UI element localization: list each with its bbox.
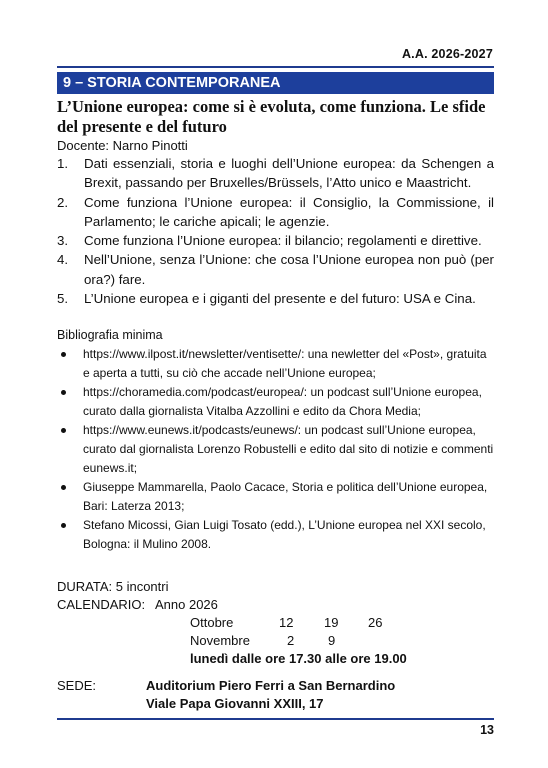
bibliography-item bbox=[57, 345, 494, 382]
bibliography-item bbox=[57, 516, 494, 553]
topic-text: Come funziona l’Unione europea: il bilancio; regolamenti e direttive. bbox=[84, 233, 482, 249]
bibliography-text: Stefano Micossi, Gian Luigi Tosato (edd.), L’Unione europea nel XXI secolo, Bologna: il Mulino 2008. bbox=[83, 518, 486, 551]
topic-text: Dati essenziali, storia e luoghi dell’Unione europea: da Schengen a Brexit, passando per Bruxelles/Brüssels, l’Atto unico e Maastricht. bbox=[84, 156, 494, 191]
bullet-icon bbox=[61, 485, 66, 490]
bottom-divider bbox=[57, 718, 494, 720]
calendar-month: Ottobre bbox=[190, 615, 234, 630]
bibliography-item bbox=[57, 383, 494, 420]
venue-label: SEDE: bbox=[57, 678, 97, 693]
topic-text: Come funziona l’Unione europea: il Consiglio, la Commissione, il Parlamento; le cariche apicali; le agenzie. bbox=[84, 194, 494, 229]
topic-item bbox=[57, 154, 494, 193]
venue-name: Auditorium Piero Ferri a San Bernardino bbox=[146, 678, 396, 693]
topic-number: 3. bbox=[57, 233, 69, 249]
topic-item bbox=[57, 193, 494, 232]
bibliography-list bbox=[57, 345, 494, 555]
bibliography-text: https://www.ilpost.it/newsletter/ventisette/: una newletter del «Post», gratuita e aperta a tutti, su ciò che accade nell’Unione europea; bbox=[83, 347, 487, 380]
teacher-line: Docente: Narno Pinotti bbox=[57, 138, 188, 153]
bibliography-item bbox=[57, 421, 494, 477]
calendar-day: 26 bbox=[368, 615, 383, 630]
topic-list bbox=[57, 154, 494, 308]
bullet-icon bbox=[61, 428, 66, 433]
calendar-month: Novembre bbox=[190, 633, 250, 648]
topic-number: 1. bbox=[57, 156, 69, 171]
bullet-icon bbox=[61, 390, 66, 395]
bullet-icon bbox=[61, 352, 66, 357]
venue-address: Viale Papa Giovanni XXIII, 17 bbox=[146, 696, 324, 711]
topic-item bbox=[57, 231, 494, 250]
topic-text: L’Unione europea e i giganti del presente e del futuro: USA e Cina. bbox=[84, 291, 476, 307]
bibliography-text: https://www.eunews.it/podcasts/eunews/: un podcast sull’Unione europea, curato dal giornalista Lorenzo Robustelli e edito dal sito di notizie e commenti eunews.it; bbox=[83, 423, 494, 475]
academic-year: A.A. 2026-2027 bbox=[401, 47, 493, 61]
topic-item bbox=[57, 250, 494, 289]
top-divider bbox=[57, 66, 494, 68]
topic-number: 5. bbox=[57, 291, 69, 307]
calendar-day: 19 bbox=[324, 615, 339, 630]
course-heading: 9 – STORIA CONTEMPORANEA bbox=[57, 72, 494, 94]
page-number: 13 bbox=[480, 723, 494, 737]
bibliography-text: Giuseppe Mammarella, Paolo Cacace, Storia e politica dell’Unione europea, Bari: Laterza 2013; bbox=[83, 480, 488, 513]
bibliography-item bbox=[57, 478, 494, 515]
bibliography-text: https://choramedia.com/podcast/europea/: un podcast sull’Unione europea, curato dalla giornalista Vitalba Azzollini e edito da Chora Media; bbox=[83, 385, 482, 418]
topic-item bbox=[57, 289, 494, 308]
bibliography-title: Bibliografia minima bbox=[57, 328, 163, 342]
calendar-day: 9 bbox=[328, 633, 336, 648]
calendar-year: Anno 2026 bbox=[155, 597, 218, 612]
calendar-day: 12 bbox=[279, 615, 294, 630]
calendar-day: 2 bbox=[287, 633, 295, 648]
course-title: L’Unione europea: come si è evoluta, come funziona. Le sfide del presente e del futuro bbox=[57, 97, 486, 136]
bullet-icon bbox=[61, 523, 66, 528]
duration: DURATA: 5 incontri bbox=[57, 579, 169, 594]
topic-number: 4. bbox=[57, 252, 69, 268]
class-time: lunedì dalle ore 17.30 alle ore 19.00 bbox=[190, 651, 407, 666]
topic-text: Nell’Unione, senza l’Unione: che cosa l’Unione europea non può (per ora?) fare. bbox=[84, 252, 494, 287]
calendar-label: CALENDARIO: bbox=[57, 597, 146, 612]
topic-number: 2. bbox=[57, 194, 69, 210]
